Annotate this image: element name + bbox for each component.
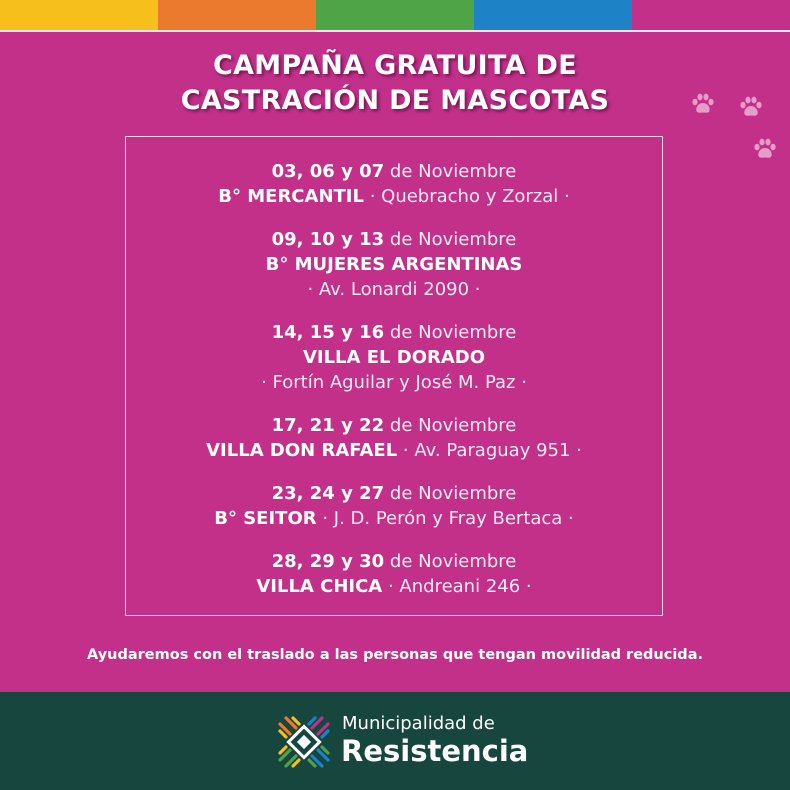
schedule-dates: 28, 29 y 30	[271, 551, 385, 572]
schedule-address: · Av. Paraguay 951 ·	[402, 440, 582, 461]
schedule-entry	[126, 549, 662, 599]
schedule-place: VILLA DON RAFAEL	[206, 440, 398, 461]
campaign-title-line-1: CAMPAÑA GRATUITA DE	[213, 50, 577, 81]
stripe-magenta	[632, 0, 790, 30]
brand-resistencia: Resistencia	[341, 734, 529, 768]
schedule-entry	[126, 413, 662, 463]
schedule-date-line	[126, 549, 662, 574]
mobility-note: Ayudaremos con el traslado a las personas que tengan movilidad reducida.	[87, 647, 703, 663]
paw-icon	[690, 92, 716, 116]
schedule-place-line	[126, 438, 662, 463]
schedule-date-line	[126, 320, 662, 345]
schedule-address: · J. D. Perón y Fray Bertaca ·	[322, 508, 574, 529]
schedule-date-line	[126, 159, 662, 184]
schedule-month: de Noviembre	[389, 161, 517, 182]
schedule-box	[125, 136, 663, 616]
stripe-divider	[0, 30, 790, 32]
schedule-dates: 17, 21 y 22	[271, 415, 385, 436]
paw-icon	[752, 137, 778, 161]
schedule-entry	[126, 159, 662, 209]
color-stripe	[0, 0, 790, 30]
schedule-date-line	[126, 413, 662, 438]
schedule-entry	[126, 320, 662, 395]
schedule-place: B° SEITOR	[214, 508, 317, 529]
schedule-entry	[126, 481, 662, 531]
brand-municipalidad: Municipalidad de	[342, 713, 495, 734]
stripe-yellow	[0, 0, 158, 30]
schedule-month: de Noviembre	[389, 322, 517, 343]
stripe-blue	[474, 0, 632, 30]
schedule-dates: 09, 10 y 13	[271, 229, 385, 250]
schedule-address: · Av. Lonardi 2090 ·	[307, 279, 481, 300]
schedule-month: de Noviembre	[389, 483, 517, 504]
stripe-orange	[158, 0, 316, 30]
municipality-logo-icon	[276, 714, 332, 770]
schedule-month: de Noviembre	[389, 229, 517, 250]
schedule-month: de Noviembre	[389, 551, 517, 572]
campaign-title-line-2: CASTRACIÓN DE MASCOTAS	[180, 85, 610, 116]
campaign-title	[0, 48, 790, 118]
schedule-place: VILLA EL DORADO	[302, 347, 486, 368]
schedule-entry	[126, 227, 662, 302]
schedule-date-line	[126, 227, 662, 252]
schedule-address: · Fortín Aguilar y José M. Paz ·	[261, 372, 527, 393]
schedule-dates: 23, 24 y 27	[271, 483, 385, 504]
schedule-address: · Quebracho y Zorzal ·	[369, 186, 570, 207]
schedule-place: B° MERCANTIL	[218, 186, 364, 207]
schedule-place-line	[126, 184, 662, 209]
schedule-place: VILLA CHICA	[256, 576, 383, 597]
footer	[0, 692, 790, 790]
schedule-address: · Andreani 246 ·	[387, 576, 532, 597]
stripe-green	[316, 0, 474, 30]
schedule-month: de Noviembre	[389, 415, 517, 436]
schedule-place: B° MUJERES ARGENTINAS	[265, 254, 523, 275]
paw-icon	[738, 95, 764, 119]
schedule-dates: 14, 15 y 16	[271, 322, 385, 343]
schedule-date-line	[126, 481, 662, 506]
schedule-place-line	[126, 574, 662, 599]
schedule-dates: 03, 06 y 07	[271, 161, 385, 182]
schedule-place-line	[126, 506, 662, 531]
